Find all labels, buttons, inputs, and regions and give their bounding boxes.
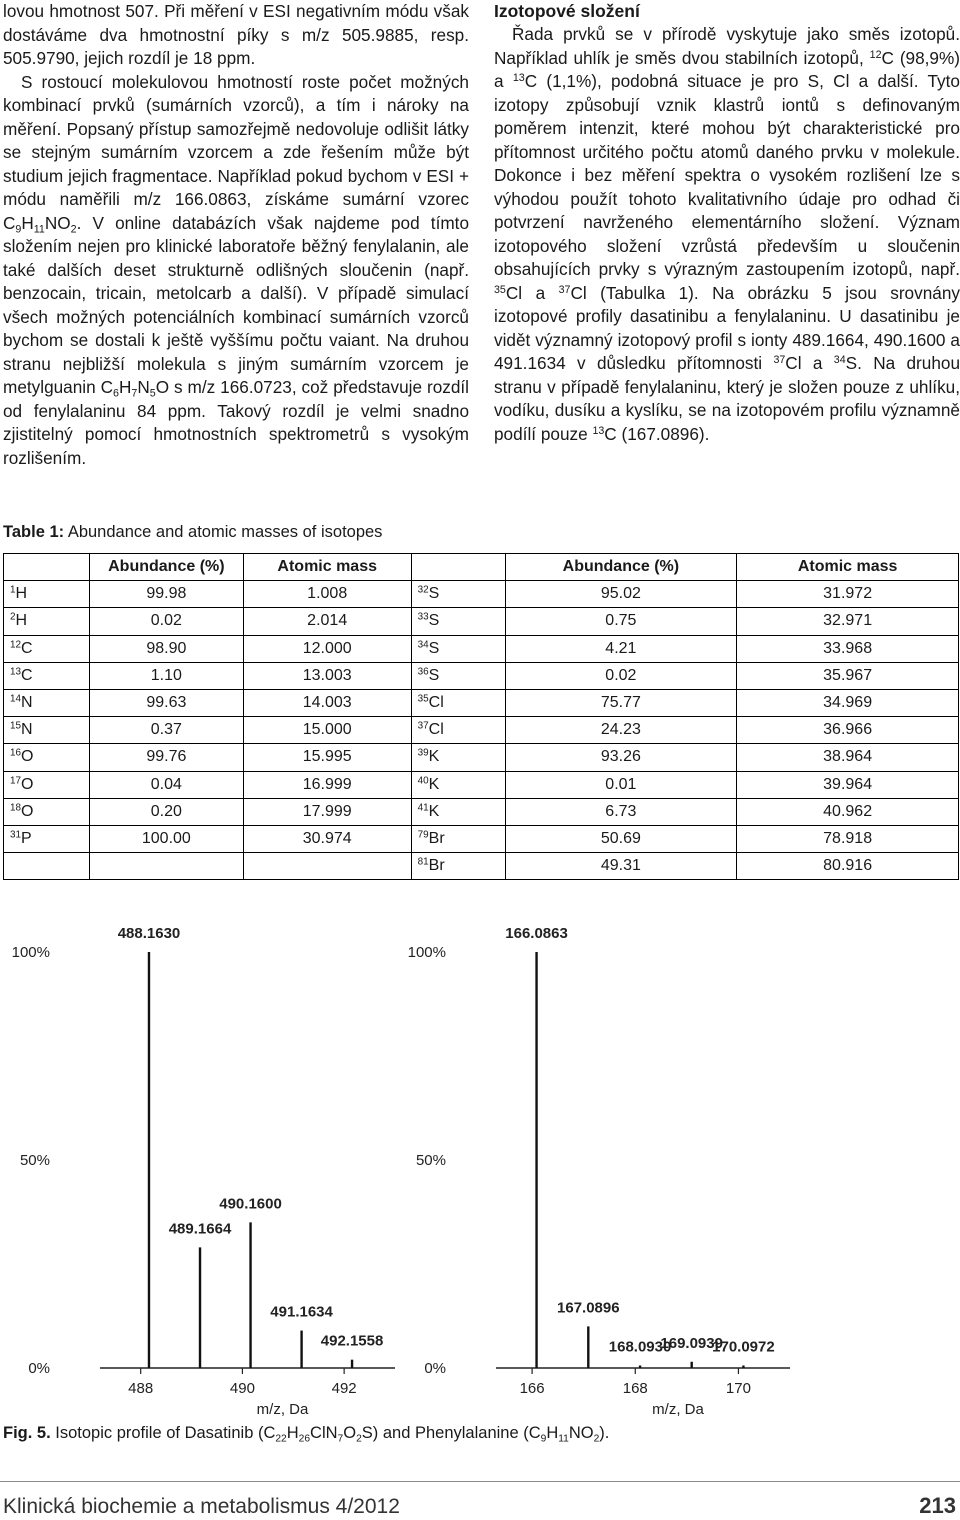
table-row	[4, 581, 959, 608]
formula: $C_9H_{11}NO_2$	[3, 212, 77, 236]
abundance-cell: 0.02	[505, 662, 737, 689]
atomic-mass-cell: 13.003	[243, 662, 411, 689]
table-row	[4, 717, 959, 744]
isotope-cell: $^2$H	[4, 608, 90, 635]
paragraph: lovou hmotnost 507. Při měření v ESI negativním módu však dostáváme dva hmotnostní píky s m/z 505.9885, resp. 505.9790, jejich rozdíl je 18 ppm.	[3, 1, 469, 68]
peak-label: 169.0939	[660, 1334, 723, 1352]
atomic-mass-cell: 40.962	[737, 798, 959, 825]
peak-label: 166.0863	[505, 925, 568, 942]
table-header: Atomic mass	[737, 554, 959, 581]
table-header: Abundance (%)	[89, 554, 243, 581]
table-row	[4, 798, 959, 825]
atomic-mass-cell: 32.971	[737, 608, 959, 635]
x-tick-label: 166	[519, 1380, 545, 1397]
isotope-cell: $^{34}$S	[411, 635, 505, 662]
isotope-cell: $^{39}$K	[411, 744, 505, 771]
atomic-mass-cell: 14.003	[243, 689, 411, 716]
y-tick-label: 0%	[424, 1360, 446, 1377]
atomic-mass-cell: 35.967	[737, 662, 959, 689]
isotope-cell	[4, 853, 90, 880]
right-text-column	[494, 0, 960, 446]
atomic-mass-cell: 15.995	[243, 744, 411, 771]
peak-label: 488.1630	[117, 925, 181, 942]
isotope-cell: $^{32}$S	[411, 581, 505, 608]
x-tick-label: 170	[725, 1380, 751, 1397]
footer-divider	[0, 1481, 960, 1482]
atomic-mass-cell: 1.008	[243, 581, 411, 608]
isotope-cell: $^{14}$N	[4, 689, 90, 716]
paragraph: S rostoucí molekulovou hmotností roste počet možných kombinací prvků (sumárních vzorců), a tím i nároky na měření. Popsaný přístup samozřejmě nedovoluje odlišit látky se stejným sumárním vzorcem a zde řešením může být studium jejich fragmentace. Například pokud bychom v ESI + módu naměřili m/z 166.0863, získáme sumární vzorec $C_9H_{11}NO_2$. V online databázích však najdeme pod tímto složením nejen pro klinické laboratoře běžný fenylalanin, ale také dalších deset strukturně odlišných sloučenin (např. benzocain, tricain, metolcarb a další). V případě simulací všech možných potenciálních kombinací sumárních vzorců bychom se dostali k ještě vyššímu počtu vaiant. Na druhou stranu nejbližší molekula s jiným sumárním vzorcem je metylguanin $C_6H_7N_5O$ s m/z 166.0723, což představuje rozdíl od fenylalaninu 84 ppm. Takový rozdíl je velmi snadno zjistitelný pomocí hmotnostních spektrometrů s vysokým rozlišením.	[3, 71, 470, 468]
table-row	[4, 635, 959, 662]
page-number: 213	[919, 1493, 956, 1518]
peak-label: 167.0896	[557, 1299, 620, 1317]
isotope-cell: $^{16}$O	[4, 744, 90, 771]
abundance-cell: 95.02	[505, 581, 737, 608]
peak-label: 170.0972	[712, 1338, 775, 1356]
x-axis-label: m/z, Da	[652, 1401, 704, 1418]
table-header	[411, 554, 505, 581]
abundance-cell: 93.26	[505, 744, 737, 771]
x-tick-label: 492	[331, 1380, 357, 1397]
y-tick-label: 50%	[415, 1152, 446, 1169]
abundance-cell: 99.76	[89, 744, 243, 771]
paragraph: Řada prvků se v přírodě vyskytuje jako směs izotopů. Například uhlík je směs dvou stabilních izotopů, $^{12}$C (98,9%) a $^{13}$C (1,1%), podobná situace je pro S, Cl a další. Tyto izotopy způsobují vznik klastrů iontů s definovaným poměrem intenzit, které mohou být charakteristické pro přítomnost určitého počtu atomů daného prvku v molekule. Dokonce i bez měření spektra o vysokém rozlišení lze s výhodou použít tohoto kvalitativního údaje pro odhad či potvrzení navrženého elementárního složení. Význam izotopového složení vzrůstá především u sloučenin obsahujících prvky s výrazným zastoupením izotopů, např. $^{35}$Cl a $^{37}$Cl (Tabulka 1). Na obrázku 5 jsou srovnány izotopové profily dasatinibu a fenylalaninu. U dasatinibu je vidět významný izotopový profil s ionty 489.1664, 490.1600 a 491.1634 v důsledku přítomnosti $^{37}$Cl a $^{34}$S. Na druhou stranu v případě fenylalaninu, který je složen pouze z uhlíku, vodíku, dusíku a kyslíku, se na izotopovém profilu významně podílí pouze $^{13}$C (167.0896).	[494, 24, 960, 444]
table-header-row	[4, 554, 959, 581]
isotope-cell: $^1$H	[4, 581, 90, 608]
abundance-cell: 0.04	[89, 771, 243, 798]
isotope-cell: $^{13}$C	[4, 662, 90, 689]
isotope-cell: $^{33}$S	[411, 608, 505, 635]
table-row	[4, 608, 959, 635]
peak-label: 489.1664	[168, 1220, 232, 1238]
abundance-cell: 99.63	[89, 689, 243, 716]
isotope-cell: $^{15}$N	[4, 717, 90, 744]
table-row	[4, 662, 959, 689]
abundance-cell: 1.10	[89, 662, 243, 689]
table-row	[4, 744, 959, 771]
isotope-cell: $^{36}$S	[411, 662, 505, 689]
isotope-cell: $^{12}$C	[4, 635, 90, 662]
isotope-cell: $^{37}$Cl	[411, 717, 505, 744]
table-header: Abundance (%)	[505, 554, 737, 581]
atomic-mass-cell: 39.964	[737, 771, 959, 798]
atomic-mass-cell: 17.999	[243, 798, 411, 825]
isotope-table	[3, 553, 959, 880]
abundance-cell: 50.69	[505, 825, 737, 852]
isotope-cell: $^{35}$Cl	[411, 689, 505, 716]
x-tick-label: 490	[229, 1380, 255, 1397]
table-row	[4, 853, 959, 880]
abundance-cell: 0.75	[505, 608, 737, 635]
table-row	[4, 825, 959, 852]
isotope-cell: $^{31}$P	[4, 825, 90, 852]
isotope-cell: $^{79}$Br	[411, 825, 505, 852]
y-tick-label: 100%	[11, 944, 50, 961]
figure-caption: Fig. 5. Isotopic profile of Dasatinib $(C_{22}H_{26}ClN_7O_2S)$ and Phenylalanine $(C_9H_{11}NO_2)$.	[3, 1424, 610, 1445]
atomic-mass-cell: 80.916	[737, 853, 959, 880]
atomic-mass-cell: 33.968	[737, 635, 959, 662]
section-heading: Izotopové složení	[494, 1, 640, 21]
table-header	[4, 554, 90, 581]
atomic-mass-cell: 30.974	[243, 825, 411, 852]
atomic-mass-cell: 31.972	[737, 581, 959, 608]
x-axis-label: m/z, Da	[256, 1401, 309, 1418]
peak-label: 490.1600	[219, 1195, 282, 1213]
isotope-profile-figure	[0, 905, 960, 1418]
abundance-cell: 0.02	[89, 608, 243, 635]
peak-label: 491.1634	[270, 1303, 333, 1321]
peak-label: 168.0930	[608, 1338, 672, 1356]
isotope-cell: $^{41}$K	[411, 798, 505, 825]
atomic-mass-cell: 12.000	[243, 635, 411, 662]
x-tick-label: 488	[128, 1380, 154, 1397]
abundance-cell	[89, 853, 243, 880]
abundance-cell: 4.21	[505, 635, 737, 662]
abundance-cell: 24.23	[505, 717, 737, 744]
journal-name: Klinická biochemie a metabolismus 4/2012	[3, 1495, 400, 1518]
y-tick-label: 100%	[407, 944, 446, 961]
peak-label: 492.1558	[320, 1332, 384, 1350]
abundance-cell: 99.98	[89, 581, 243, 608]
abundance-cell: 6.73	[505, 798, 737, 825]
x-tick-label: 168	[622, 1380, 648, 1397]
atomic-mass-cell: 78.918	[737, 825, 959, 852]
isotope-cell: $^{17}$O	[4, 771, 90, 798]
y-tick-label: 0%	[28, 1360, 50, 1377]
abundance-cell: 49.31	[505, 853, 737, 880]
table-caption: Table 1: Abundance and atomic masses of isotopes	[3, 523, 383, 541]
abundance-cell: 75.77	[505, 689, 737, 716]
atomic-mass-cell: 36.966	[737, 717, 959, 744]
atomic-mass-cell	[243, 853, 411, 880]
table-row	[4, 771, 959, 798]
table-row	[4, 689, 959, 716]
isotope-cell: $^{18}$O	[4, 798, 90, 825]
atomic-mass-cell: 15.000	[243, 717, 411, 744]
abundance-cell: 98.90	[89, 635, 243, 662]
atomic-mass-cell: 38.964	[737, 744, 959, 771]
atomic-mass-cell: 34.969	[737, 689, 959, 716]
atomic-mass-cell: 16.999	[243, 771, 411, 798]
abundance-cell: 0.37	[89, 717, 243, 744]
y-tick-label: 50%	[19, 1152, 50, 1169]
abundance-cell: 0.01	[505, 771, 737, 798]
abundance-cell: 100.00	[89, 825, 243, 852]
atomic-mass-cell: 2.014	[243, 608, 411, 635]
isotope-cell: $^{81}$Br	[411, 853, 505, 880]
abundance-cell: 0.20	[89, 798, 243, 825]
left-text-column	[3, 0, 469, 470]
isotope-cell: $^{40}$K	[411, 771, 505, 798]
formula: $C_6H_7N_5O$	[100, 377, 170, 400]
table-header: Atomic mass	[243, 554, 411, 581]
